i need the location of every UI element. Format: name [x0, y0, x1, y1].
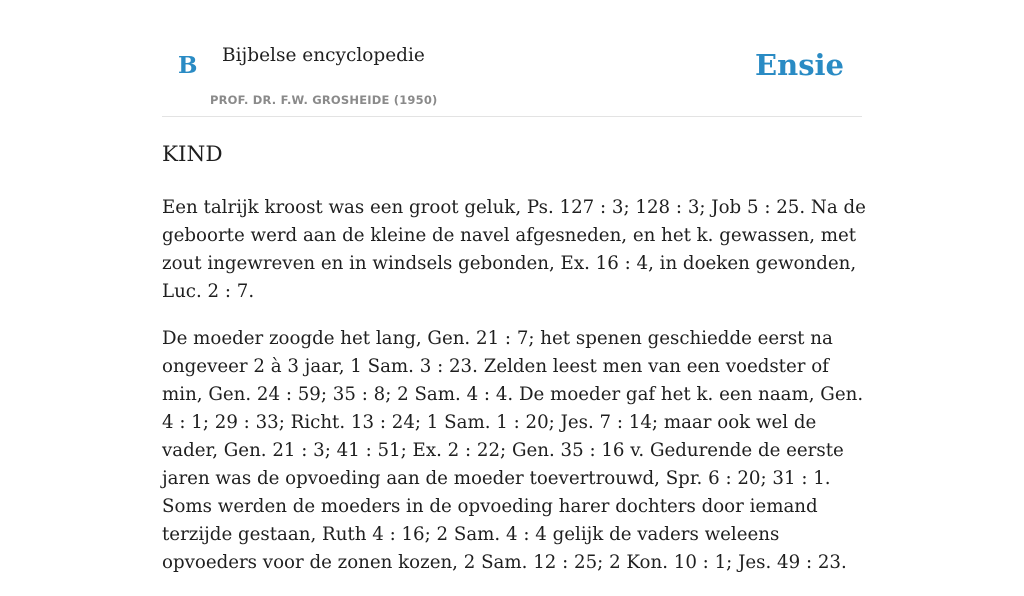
book-title[interactable]: Bijbelse encyclopedie: [222, 45, 425, 66]
book-header: [162, 0, 862, 117]
article-paragraph: Een talrijk kroost was een groot geluk, Ps. 127 : 3; 128 : 3; Job 5 : 25. Na de geboorte werd aan de kleine de navel afgesneden, en het k. gewassen, met zout ingewreven en in windsels gebonden, Ex. 16 : 4, in doeken gewonden, Luc. 2 : 7.: [162, 197, 866, 302]
article-title: KIND: [162, 142, 223, 167]
book-logo-letter[interactable]: B: [178, 52, 198, 79]
article-paragraph: De moeder zoogde het lang, Gen. 21 : 7; het spenen geschiedde eerst na ongeveer 2 à 3 jaar, 1 Sam. 3 : 23. Zelden leest men van een voedster of min, Gen. 24 : 59; 35 : 8; 2 Sam. 4 : 4. De moeder gaf het k. een naam, Gen. 4 : 1; 29 : 33; Richt. 13 : 24; 1 Sam. 1 : 20; Jes. 7 : 14; maar ook wel de vader, Gen. 21 : 3; 41 : 51; Ex. 2 : 22; Gen. 35 : 16 v. Gedurende de eerste jaren was de opvoeding aan de moeder toevertrouwd, Spr. 6 : 20; 31 : 1. Soms werden de moeders in de opvoeding harer dochters door iemand terzijde gestaan, Ruth 4 : 16; 2 Sam. 4 : 4 gelijk de vaders weleens opvoeders voor de zonen kozen, 2 Sam. 12 : 25; 2 Kon. 10 : 1; Jes. 49 : 23.: [162, 328, 864, 573]
ensie-logo-link[interactable]: Ensie: [755, 48, 844, 82]
book-author: PROF. DR. F.W. GROSHEIDE (1950): [210, 93, 438, 107]
article: [162, 140, 872, 596]
